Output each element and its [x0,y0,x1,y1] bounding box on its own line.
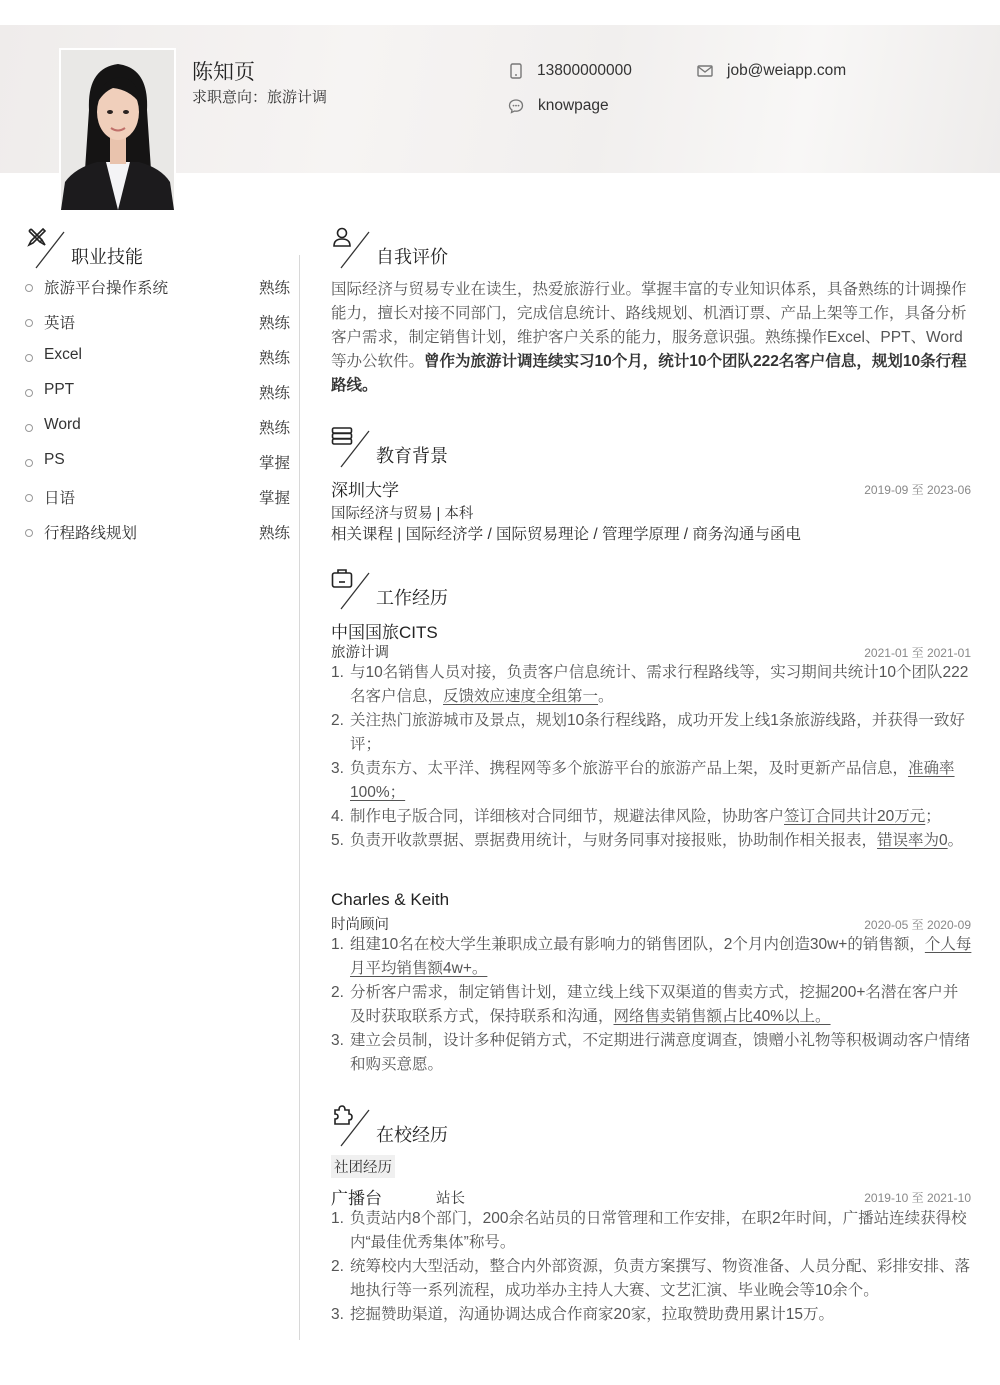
campus-title: 在校经历 [376,1125,448,1145]
skill-level: 熟练 [258,525,290,542]
self-eval-section-header [331,226,631,270]
campus-duty-list [331,1207,973,1327]
item-number: 2. [331,1258,344,1275]
phone-icon [509,63,523,79]
wechat-contact [508,97,609,115]
education-date: 2019-09 至 2023-06 [864,483,971,497]
campus-header-row [331,1184,971,1209]
education-section-header [331,425,631,469]
duty-text: 建立会员制，设计多种促销方式，不定期进行满意度调查，馈赠小礼物等积极调动客户情绪和购买意愿。 [350,1032,971,1073]
school-name: 深圳大学 [331,481,399,500]
duty-highlight: 个人每月平均销售额4w+。 [350,936,972,977]
skill-level: 熟练 [258,280,290,297]
skills-list [24,276,290,556]
duty-text: 关注热门旅游城市及景点，规划10条行程线路，成功开发上线1条旅游线路，并获得一致好评； [350,712,965,753]
bullet-dot [25,319,33,327]
section-slash [339,230,371,270]
duty-highlight: 反馈效应速度全组第一 [443,688,599,705]
item-number: 1. [331,1210,344,1227]
duty-item [331,981,973,1029]
skill-name: PPT [44,381,75,398]
section-slash [34,230,66,270]
skill-item [24,486,290,521]
item-number: 3. [331,760,344,777]
skill-name: Word [44,416,81,433]
bullet-dot [25,284,33,292]
skill-item [24,346,290,381]
education-title: 教育背景 [376,446,448,466]
duty-item [331,1303,973,1327]
skill-item [24,416,290,451]
skill-name: PS [44,451,65,468]
skill-name: 日语 [44,490,76,507]
skill-name: 行程路线规划 [44,525,138,542]
self-eval-title: 自我评价 [376,247,448,267]
campus-role: 站长 [436,1191,465,1207]
skill-level: 熟练 [258,350,290,367]
club-tag: 社团经历 [331,1155,395,1178]
job-role: 时尚顾问 [331,917,389,933]
email-address: job@weiapp.com [727,62,847,79]
skill-item [24,381,290,416]
bullet-dot [25,389,33,397]
duty-text: 分析客户需求，制定销售计划，建立线上线下双渠道的售卖方式，挖掘200+名潜在客户并及时获取联系方式，保持联系和沟通， [350,984,959,1025]
self-eval-body: 国际经济与贸易专业在读生，热爱旅游行业。掌握丰富的专业知识体系，具备熟练的计调操作能力，擅长对接不同部门，完成信息统计、路线规划、机酒订票、产品上架等工作，具备分析客户需求，制定销售计划，维护客户关系的能力，服务意识强。熟练操作Excel、PPT、Word等办公软件。 [331,281,967,370]
job-header-row [331,618,971,643]
item-number: 4. [331,808,344,825]
campus-date: 2019-10 至 2021-10 [864,1191,971,1205]
work-title: 工作经历 [376,588,448,608]
skill-item [24,276,290,311]
duty-tail: ； [925,808,941,825]
bullet-dot [25,529,33,537]
duty-text: 与10名销售人员对接，负责客户信息统计、需求行程路线等，实习期间共统计10个团队222名客户信息， [350,664,969,705]
job-intent: 求职意向：旅游计调 [192,89,328,106]
section-slash [339,571,371,611]
duty-item [331,709,973,757]
item-number: 2. [331,712,344,729]
job-date: 2021-01 至 2021-01 [864,646,971,660]
skills-section-header [26,226,276,270]
skill-item [24,311,290,346]
chat-icon [508,98,524,114]
education-major: 国际经济与贸易 | 本科 [331,506,474,522]
skill-item [24,451,290,486]
duty-item [331,661,973,709]
job-duty-list [331,661,973,853]
skill-item [24,521,290,556]
phone-contact [509,62,632,80]
skill-level: 熟练 [258,315,290,332]
bullet-dot [25,494,33,502]
duty-item [331,805,973,829]
wechat-id: knowpage [538,97,609,114]
mail-icon [697,64,713,78]
duty-item [331,757,973,805]
bullet-dot [25,424,33,432]
duty-text: 挖掘赞助渠道，沟通协调达成合作商家20家，拉取赞助费用累计15万。 [350,1306,834,1323]
job-role-row [331,913,971,934]
duty-tail: 。 [598,688,614,705]
duty-item [331,829,973,853]
skill-level: 掌握 [258,455,290,472]
bullet-dot [25,459,33,467]
duty-tail: 。 [947,832,964,849]
column-divider [299,255,300,1340]
duty-text: 负责东方、太平洋、携程网等多个旅游平台的旅游产品上架，及时更新产品信息， [350,760,909,777]
skill-level: 熟练 [258,420,290,437]
duty-text: 制作电子版合同，详细核对合同细节，规避法律风险，协助客户 [350,808,785,825]
section-slash [339,1108,371,1148]
skill-name: 英语 [44,315,76,332]
item-number: 3. [331,1306,344,1323]
job-date: 2020-05 至 2020-09 [864,918,971,932]
item-number: 2. [331,984,344,1001]
campus-org: 广播台 [331,1189,382,1208]
item-number: 1. [331,664,344,681]
skill-name: 旅游平台操作系统 [44,280,169,297]
duty-item [331,1029,973,1077]
education-courses: 相关课程 | 国际经济学 / 国际贸易理论 / 管理学原理 / 商务沟通与函电 [331,526,801,543]
duty-item [331,1255,973,1303]
company-name: Charles & Keith [331,890,450,909]
campus-section-header [331,1104,631,1148]
bullet-dot [25,354,33,362]
skill-level: 掌握 [258,490,290,507]
profile-photo [59,48,176,212]
duty-item [331,1207,973,1255]
skill-name: Excel [44,346,82,363]
item-number: 3. [331,1032,344,1049]
duty-highlight: 准确率100%； [350,760,955,801]
duty-text: 统筹校内大型活动，整合内外部资源，负责方案撰写、物资准备、人员分配、彩排安排、落地执行等一系列流程，成功举办主持人大赛、文艺汇演、毕业晚会等10余个。 [350,1258,971,1299]
work-section-header [331,567,631,611]
section-slash [339,429,371,469]
duty-text: 组建10名在校大学生兼职成立最有影响力的销售团队，2个月内创造30w+的销售额， [350,936,925,953]
skill-level: 熟练 [258,385,290,402]
duty-highlight: 网络售卖销售额占比40%以上。 [613,1008,831,1025]
job-header-row [331,890,971,910]
duty-text: 负责开收款票据、票据费用统计，与财务同事对接报账，协助制作相关报表， [350,832,878,849]
candidate-name: 陈知页 [192,61,255,84]
duty-text: 负责站内8个部门，200余名站员的日常管理和工作安排，在职2年时间，广播站连续获得校内“最佳优秀集体”称号。 [350,1210,967,1251]
email-contact [697,62,846,80]
self-eval-text [331,278,973,398]
duty-item [331,933,973,981]
education-header-row [331,476,971,501]
company-name: 中国国旅CITS [331,623,438,642]
item-number: 1. [331,936,344,953]
job-role: 旅游计调 [331,645,389,661]
job-duty-list [331,933,973,1077]
item-number: 5. [331,832,344,849]
duty-highlight: 签订合同共计20万元 [784,808,926,825]
skills-title: 职业技能 [71,247,143,267]
job-role-row [331,641,971,662]
self-eval-highlight: 曾作为旅游计调连续实习10个月，统计10个团队222名客户信息，规划10条行程路线。 [331,353,967,394]
duty-highlight: 错误率为0 [877,832,948,849]
phone-number: 13800000000 [537,62,632,79]
